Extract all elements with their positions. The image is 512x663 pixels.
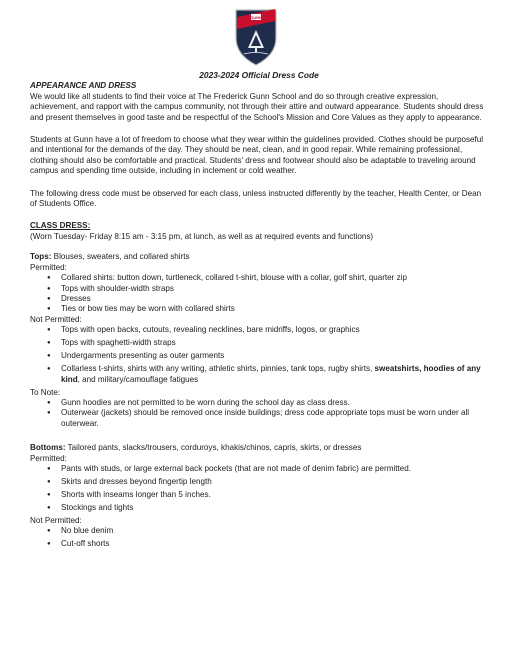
tops-to-note-label: To Note: [30, 387, 61, 397]
bottoms-heading [30, 443, 488, 453]
tops-not-permitted-list [30, 325, 488, 385]
document-title: 2023-2024 Official Dress Code [199, 70, 319, 80]
list-item-bold-text: sweatshirts, hoodies of any kind [61, 364, 481, 384]
list-item: ● No blue denim [30, 526, 488, 536]
tops-permitted-label: Permitted: [30, 262, 67, 272]
appearance-paragraph-2: Students at Gunn have a lot of freedom to choose what they wear within the guidelines provided. Clothes should be purposeful and intentional for the demands of the day. They should be neat, clean, and in good repair. While remaining professional, clothing should also be comfortable and practical. Students' dress and footwear should also be adaptable to traveling around campus and spending time outside, including in inclement or cold weather. [30, 135, 484, 176]
bottoms-label: Bottoms: [30, 443, 66, 453]
list-item: ● Undergarments presenting as outer garments [30, 351, 488, 361]
list-item: ● Tops with open backs, cutouts, revealing necklines, bare midriffs, logos, or graphics [30, 325, 488, 335]
list-item: ● Cut-off shorts [30, 539, 488, 549]
class-dress-heading: CLASS DRESS: [30, 221, 91, 231]
list-item: ● Tops with shoulder-width straps [30, 284, 488, 294]
list-item: ● Outerwear (jackets) should be removed once inside buildings; dress code appropriate tops must be worn under all outerwear. [30, 408, 488, 429]
list-item: ● Dresses [30, 294, 488, 304]
tops-to-note-list [30, 398, 488, 429]
list-item: ● Pants with studs, or large external back pockets (that are not made of denim fabric) are permitted. [30, 464, 488, 474]
list-item-text: Collarless t-shirts, shirts with any writing, athletic shirts, pinnies, tank tops, rugby shirts, [61, 364, 375, 374]
appearance-paragraph-1: We would like all students to find their voice at The Frederick Gunn School and do so through creative expression, achievement, and rapport with the campus community, not through their attire and outward appearance. Students should dress and present themselves in good taste and be respectful of the School's Mission and Core Values as they apply to appearance. [30, 91, 484, 122]
document-body [30, 70, 488, 552]
list-item: ● Collared shirts: button down, turtleneck, collared t-shirt, blouse with a collar, golf shirt, quarter zip [30, 273, 488, 283]
bottoms-description: Tailored pants, slacks/trousers, corduroys, khakis/chinos, capris, skirts, or dresses [65, 443, 362, 453]
tops-permitted-list [30, 273, 488, 315]
tops-description: Blouses, sweaters, and collared shirts [51, 252, 190, 262]
list-item: ● Skirts and dresses beyond fingertip length [30, 477, 488, 487]
appearance-paragraph-3: The following dress code must be observed for each class, unless instructed differently by the teacher, Health Center, or Dean of Students Office. [30, 188, 482, 209]
list-item: ● Shorts with inseams longer than 5 inches. [30, 490, 488, 500]
list-item: ● Gunn hoodies are not permitted to be worn during the school day as class dress. [30, 398, 488, 408]
list-item-text-end: , and military/camouflage fatigues [77, 374, 199, 384]
list-item [30, 364, 488, 385]
list-item: ● Stockings and tights [30, 503, 488, 513]
bottoms-not-permitted-label: Not Permitted: [30, 515, 82, 525]
tops-not-permitted-label: Not Permitted: [30, 314, 82, 324]
tops-label: Tops: [30, 252, 52, 262]
tops-heading [30, 252, 488, 262]
bottoms-permitted-list [30, 464, 488, 513]
bottoms-not-permitted-list [30, 526, 488, 549]
list-item: ● Ties or bow ties may be worn with collared shirts [30, 304, 488, 314]
bottoms-permitted-label: Permitted: [30, 453, 67, 463]
appearance-heading: APPEARANCE AND DRESS [30, 81, 137, 91]
crest-banner-text: GUNN [250, 15, 262, 20]
list-item: ● Tops with spaghetti-width straps [30, 338, 488, 348]
school-crest-logo [233, 8, 279, 66]
class-dress-note: (Worn Tuesday- Friday 8:15 am - 3:15 pm, at lunch, as well as at required events and functions) [30, 231, 374, 241]
